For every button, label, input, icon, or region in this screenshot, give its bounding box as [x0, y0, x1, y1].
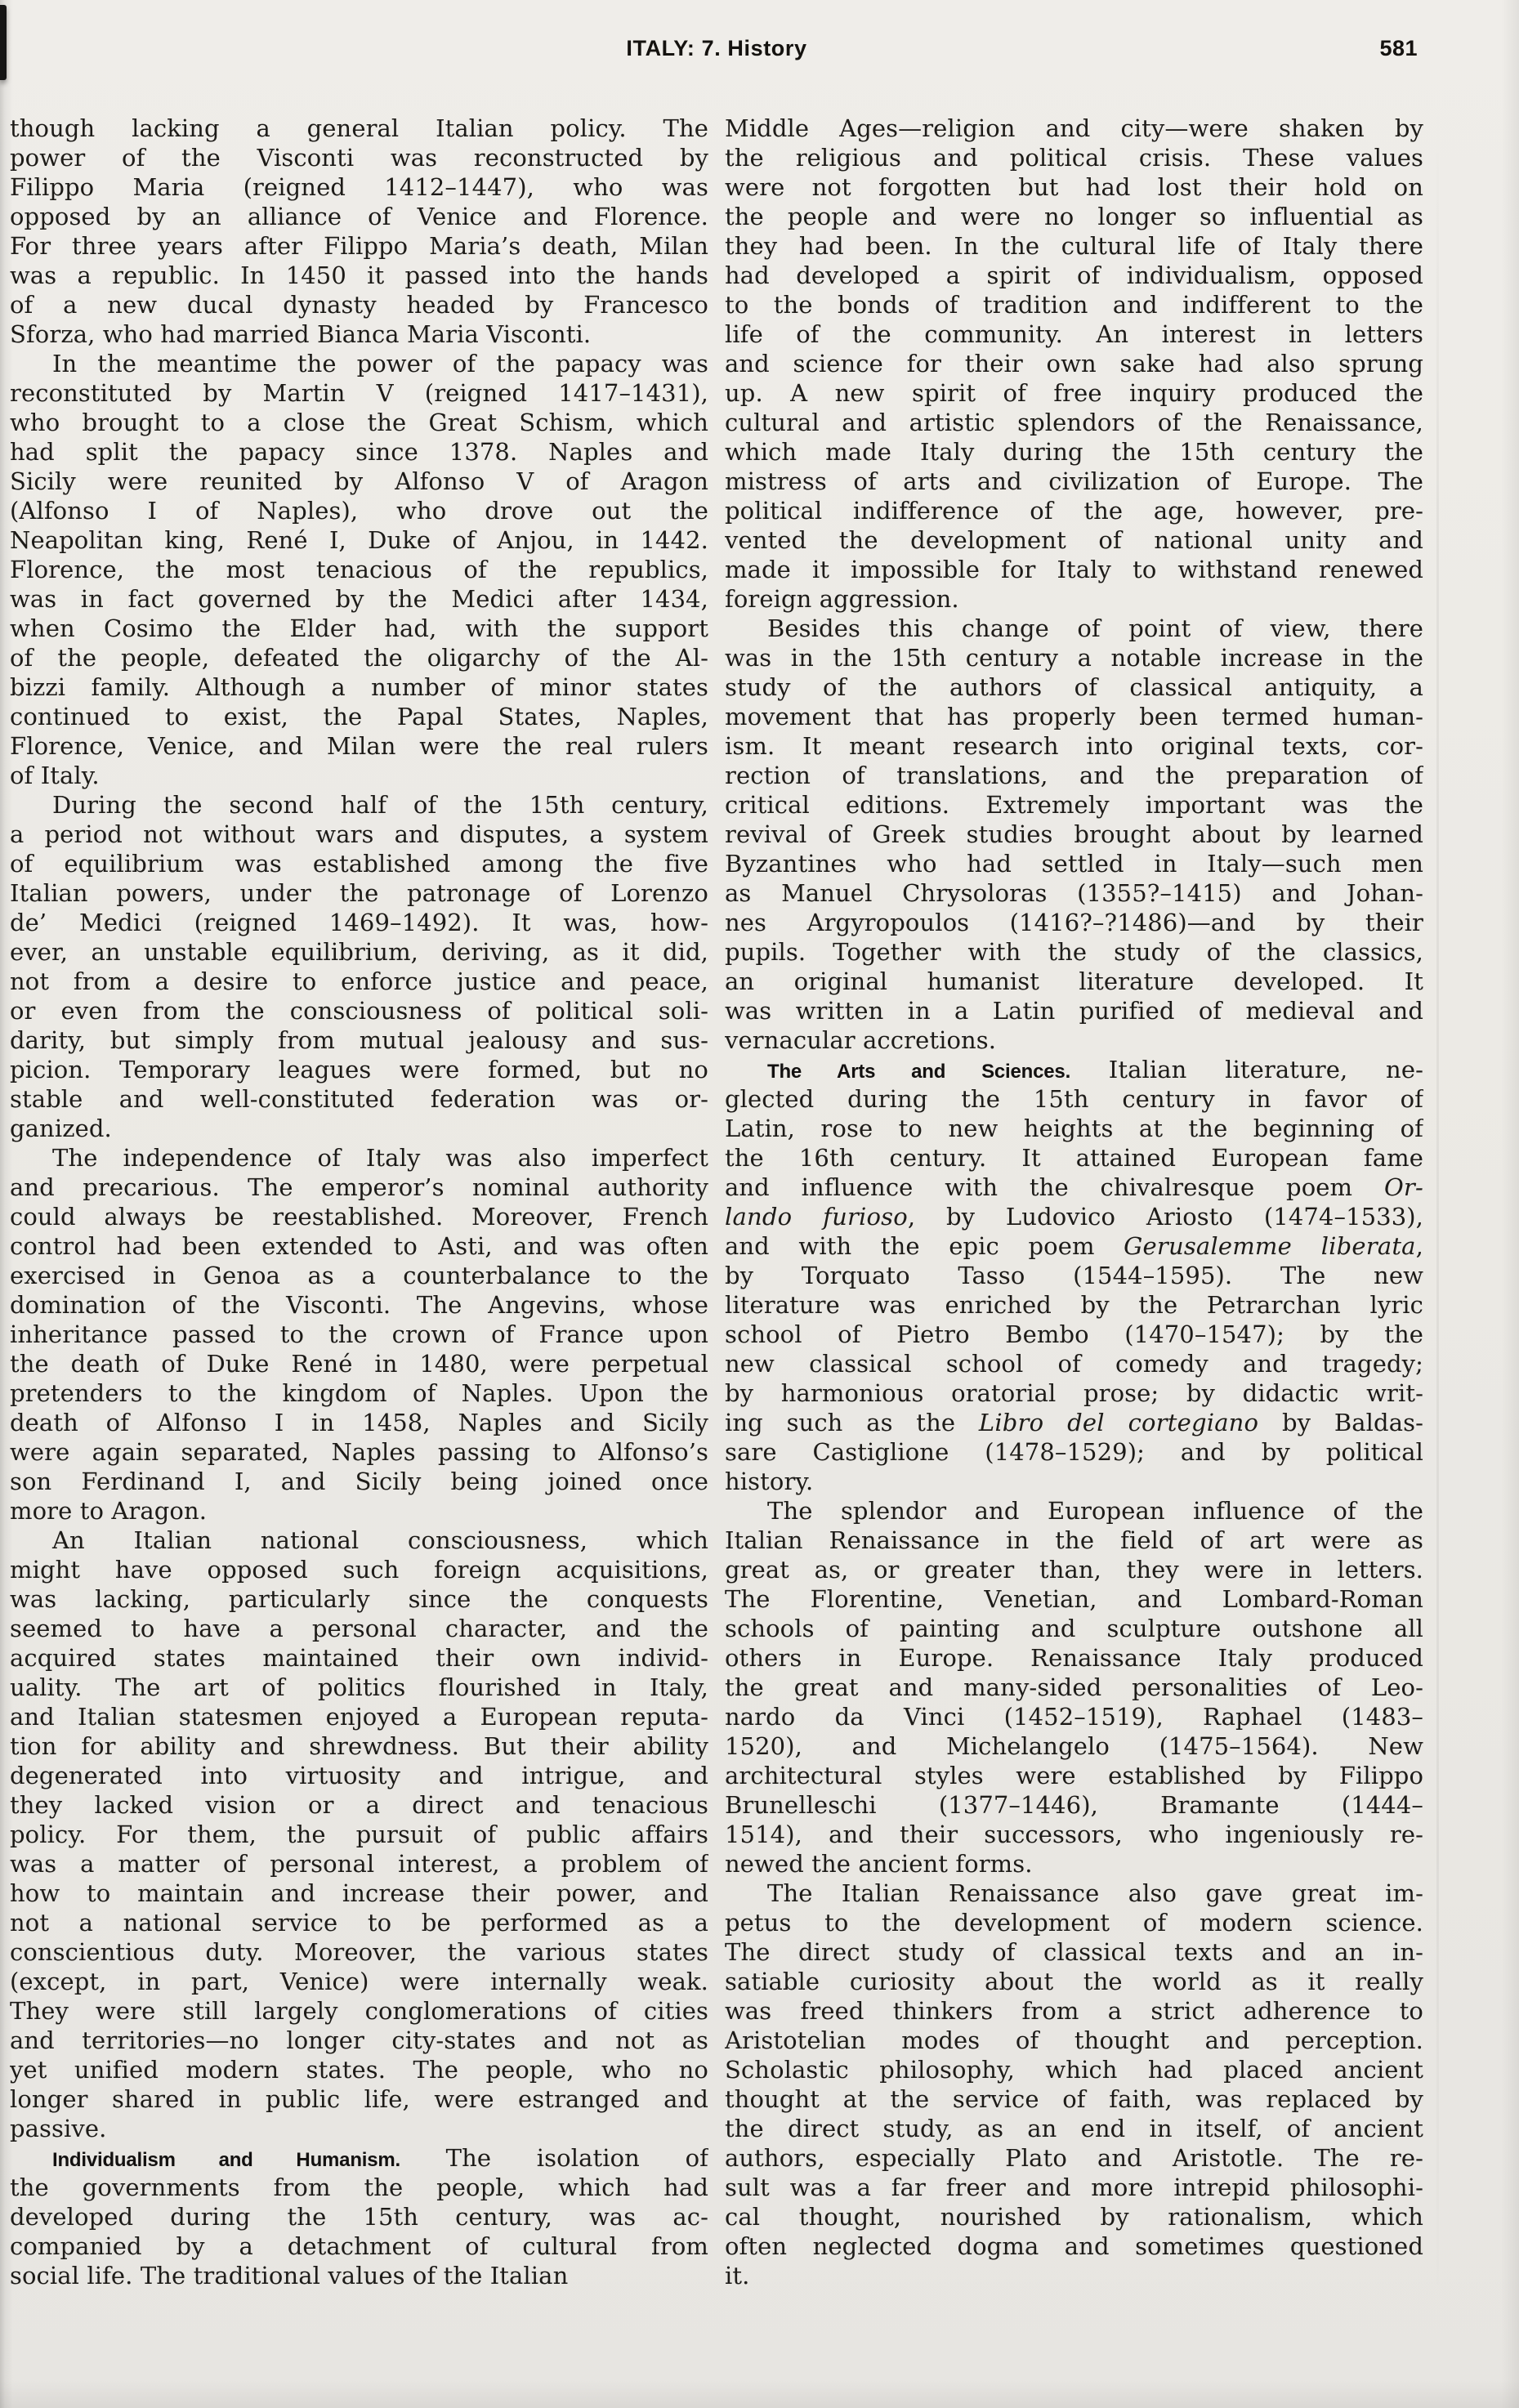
- text-line: could always be reestablished. Moreover, French: [10, 1203, 708, 1231]
- text-line: schools of painting and sculpture outshone all: [725, 1615, 1423, 1642]
- text-line: an original humanist literature developed. It: [725, 967, 1423, 995]
- text-line: ing such as the Libro del cortegiano by Baldas-: [725, 1409, 1423, 1436]
- text-line: often neglected dogma and sometimes questioned: [725, 2232, 1423, 2260]
- text-line: Brunelleschi (1377–1446), Bramante (1444–: [725, 1791, 1423, 1819]
- text-line: Sforza, who had married Bianca Maria Visconti.: [10, 320, 592, 348]
- text-line: glected during the 15th century in favor of: [725, 1085, 1423, 1113]
- text-line: social life. The traditional values of the Italian: [10, 2262, 569, 2290]
- text-line: domination of the Visconti. The Angevins, whose: [10, 1291, 708, 1319]
- text-line: uality. The art of politics flourished in Italy,: [10, 1673, 708, 1701]
- text-line: political indifference of the age, however, pre-: [725, 497, 1423, 525]
- text-line: which made Italy during the 15th century the: [725, 438, 1423, 466]
- text-line: yet unified modern states. The people, who no: [10, 2056, 708, 2084]
- text-line: Latin, rose to new heights at the beginning of: [725, 1115, 1423, 1142]
- text-line: mistress of arts and civilization of Europe. The: [725, 467, 1423, 495]
- text-line: as Manuel Chrysoloras (1355?–1415) and Johan-: [725, 879, 1423, 907]
- text-line: seemed to have a personal character, and the: [10, 1615, 708, 1642]
- text-line: rection of translations, and the preparation of: [725, 762, 1423, 789]
- text-line: when Cosimo the Elder had, with the support: [10, 614, 708, 642]
- text-line: degenerated into virtuosity and intrigue, and: [10, 1762, 708, 1789]
- paragraph: [10, 349, 708, 790]
- text-line: 1514), and their successors, who ingeniously re-: [725, 1821, 1423, 1848]
- text-line: had developed a spirit of individualism, opposed: [725, 261, 1423, 289]
- text-line: sare Castiglione (1478–1529); and by political: [725, 1438, 1423, 1466]
- text-line: lando furioso, by Ludovico Ariosto (1474–1533),: [725, 1203, 1423, 1231]
- text-line: it.: [725, 2262, 750, 2290]
- text-line: and science for their own sake had also sprung: [725, 350, 1423, 378]
- text-line: of the people, defeated the oligarchy of the Al-: [10, 644, 708, 672]
- text-line: Aristotelian modes of thought and perception.: [725, 2026, 1423, 2054]
- text-line: by harmonious oratorial prose; by didactic writ-: [725, 1379, 1423, 1407]
- text-line: the death of Duke René in 1480, were perpetual: [10, 1350, 708, 1378]
- text-line: pretenders to the kingdom of Naples. Upon the: [10, 1379, 708, 1407]
- text-line: exercised in Genoa as a counterbalance to the: [10, 1262, 708, 1289]
- text-line: Italian powers, under the patronage of Lorenzo: [10, 879, 708, 907]
- text-line: a period not without wars and disputes, a system: [10, 820, 708, 848]
- scan-crease: [1436, 98, 1439, 2304]
- text-line: The Arts and Sciences. Italian literature, ne-: [767, 1056, 1423, 1083]
- text-line: continued to exist, the Papal States, Naples,: [10, 703, 708, 730]
- text-line: They were still largely conglomerations of cities: [10, 1997, 708, 2025]
- text-line: bizzi family. Although a number of minor states: [10, 673, 708, 701]
- body-text: [10, 114, 1423, 2290]
- text-line: nardo da Vinci (1452–1519), Raphael (1483–: [725, 1703, 1423, 1731]
- text-line: was freed thinkers from a strict adherence to: [725, 1997, 1423, 2025]
- text-line: the people and were no longer so influential as: [725, 203, 1423, 230]
- paragraph: [725, 1496, 1423, 1879]
- text-line: acquired states maintained their own individ-: [10, 1644, 708, 1672]
- text-line: son Ferdinand I, and Sicily being joined once: [10, 1468, 708, 1495]
- text-line: Scholastic philosophy, which had placed ancient: [725, 2056, 1423, 2084]
- text-line: Florence, Venice, and Milan were the real rulers: [10, 732, 708, 760]
- text-line: literature was enriched by the Petrarchan lyric: [725, 1291, 1423, 1319]
- text-line: was in the 15th century a notable increase in the: [725, 644, 1423, 672]
- text-line: not from a desire to enforce justice and peace,: [10, 967, 708, 995]
- text-line: critical editions. Extremely important was the: [725, 791, 1423, 819]
- text-line: movement that has properly been termed human-: [725, 703, 1423, 730]
- text-line: school of Pietro Bembo (1470–1547); by the: [725, 1320, 1423, 1348]
- text-line: not a national service to be performed as a: [10, 1909, 708, 1937]
- page-number: 581: [1379, 36, 1418, 60]
- text-line: petus to the development of modern science.: [725, 1909, 1423, 1937]
- paragraph: [725, 614, 1423, 1055]
- paragraph: [10, 2143, 708, 2290]
- paragraph: [10, 790, 708, 1143]
- text-line: Florence, the most tenacious of the republics,: [10, 556, 708, 583]
- text-line: study of the authors of classical antiquity, a: [725, 673, 1423, 701]
- text-line: reconstituted by Martin V (reigned 1417–1431),: [10, 379, 708, 407]
- text-line: the 16th century. It attained European fame: [725, 1144, 1423, 1172]
- text-line: the direct study, as an end in itself, of ancient: [725, 2115, 1423, 2142]
- text-line: power of the Visconti was reconstructed by: [10, 144, 708, 172]
- text-line: more to Aragon.: [10, 1497, 208, 1525]
- text-line: of a new ducal dynasty headed by Francesco: [10, 291, 708, 319]
- text-line: to the bonds of tradition and indifferent to the: [725, 291, 1423, 319]
- paragraph: [10, 114, 708, 349]
- text-line: stable and well-constituted federation was or-: [10, 1085, 708, 1113]
- text-line: vernacular accretions.: [725, 1026, 997, 1054]
- paragraph: [725, 1879, 1423, 2290]
- text-line: Sicily were reunited by Alfonso V of Aragon: [10, 467, 708, 495]
- text-line: For three years after Filippo Maria’s death, Milan: [10, 232, 708, 260]
- text-line: had split the papacy since 1378. Naples and: [10, 438, 708, 466]
- text-line: and with the epic poem Gerusalemme liberata,: [725, 1232, 1423, 1260]
- text-line: was written in a Latin purified of medieval and: [725, 997, 1423, 1025]
- text-line: architectural styles were established by Filippo: [725, 1762, 1423, 1789]
- text-line: passive.: [10, 2115, 107, 2142]
- text-line: though lacking a general Italian policy. The: [10, 114, 708, 142]
- text-line: great as, or greater than, they were in letters.: [725, 1556, 1423, 1584]
- text-line: (Alfonso I of Naples), who drove out the: [10, 497, 708, 525]
- text-line: newed the ancient forms.: [725, 1850, 1033, 1878]
- scan-edge-artifact: [0, 5, 7, 80]
- text-line: and territories—no longer city-states and not as: [10, 2026, 708, 2054]
- text-line: life of the community. An interest in letters: [725, 320, 1423, 348]
- text-line: foreign aggression.: [725, 585, 959, 613]
- text-line: Middle Ages—religion and city—were shaken by: [725, 114, 1423, 142]
- text-line: by Torquato Tasso (1544–1595). The new: [725, 1262, 1423, 1289]
- text-line: conscientious duty. Moreover, the various states: [10, 1938, 708, 1966]
- text-line: The independence of Italy was also imperfect: [52, 1144, 708, 1172]
- text-line: thought at the service of faith, was replaced by: [725, 2085, 1423, 2113]
- paragraph: [10, 1526, 708, 2143]
- text-line: longer shared in public life, were estranged and: [10, 2085, 708, 2113]
- text-line: An Italian national consciousness, which: [52, 1526, 708, 1554]
- text-line: and precarious. The emperor’s nominal authority: [10, 1173, 708, 1201]
- text-line: new classical school of comedy and tragedy;: [725, 1350, 1423, 1378]
- text-line: or even from the consciousness of political soli-: [10, 997, 708, 1025]
- paragraph: [725, 1055, 1423, 1496]
- text-line: darity, but simply from mutual jealousy and sus-: [10, 1026, 708, 1054]
- text-line: control had been extended to Asti, and was often: [10, 1232, 708, 1260]
- text-line: picion. Temporary leagues were formed, but no: [10, 1056, 708, 1083]
- text-line: satiable curiosity about the world as it really: [725, 1968, 1423, 1995]
- text-line: cultural and artistic splendors of the Renaissance,: [725, 409, 1423, 436]
- text-line: who brought to a close the Great Schism, which: [10, 409, 708, 436]
- text-line: The splendor and European influence of the: [767, 1497, 1423, 1525]
- running-head-title: ITALY: 7. History: [626, 36, 807, 60]
- text-line: nes Argyropoulos (1416?–?1486)—and by their: [725, 909, 1423, 936]
- text-line: Neapolitan king, René I, Duke of Anjou, in 1442.: [10, 526, 708, 554]
- text-line: they lacked vision or a direct and tenacious: [10, 1791, 708, 1819]
- text-line: the governments from the people, which had: [10, 2173, 708, 2201]
- text-line: opposed by an alliance of Venice and Florence.: [10, 203, 708, 230]
- text-line: Individualism and Humanism. The isolation of: [52, 2144, 708, 2172]
- text-line: The direct study of classical texts and an in-: [725, 1938, 1423, 1966]
- text-line: sult was a far freer and more intrepid philosophi-: [725, 2173, 1423, 2201]
- text-line: inheritance passed to the crown of France upon: [10, 1320, 708, 1348]
- text-line: ism. It meant research into original texts, cor-: [725, 732, 1423, 760]
- text-line: Besides this change of point of view, there: [767, 614, 1423, 642]
- text-line: they had been. In the cultural life of Italy there: [725, 232, 1423, 260]
- text-line: companied by a detachment of cultural from: [10, 2232, 708, 2260]
- text-line: developed during the 15th century, was ac-: [10, 2203, 708, 2231]
- text-line: was lacking, particularly since the conquests: [10, 1585, 708, 1613]
- text-line: The Italian Renaissance also gave great im-: [767, 1879, 1423, 1907]
- text-line: was a republic. In 1450 it passed into the hands: [10, 261, 708, 289]
- text-line: cal thought, nourished by rationalism, which: [725, 2203, 1423, 2231]
- text-line: others in Europe. Renaissance Italy produced: [725, 1644, 1423, 1672]
- text-line: was in fact governed by the Medici after 1434,: [10, 585, 708, 613]
- column-left: [10, 114, 708, 2290]
- text-line: were not forgotten but had lost their hold on: [725, 173, 1423, 201]
- text-line: of Italy.: [10, 762, 100, 789]
- text-line: authors, especially Plato and Aristotle. The re-: [725, 2144, 1423, 2172]
- text-line: de’ Medici (reigned 1469–1492). It was, how-: [10, 909, 708, 936]
- text-line: was a matter of personal interest, a problem of: [10, 1850, 708, 1878]
- text-line: (except, in part, Venice) were internally weak.: [10, 1968, 708, 1995]
- run-in-heading: The Arts and Sciences.: [767, 1061, 1071, 1083]
- text-line: death of Alfonso I in 1458, Naples and Sicily: [10, 1409, 708, 1436]
- text-line: pupils. Together with the study of the classics,: [725, 938, 1423, 966]
- run-in-heading: Individualism and Humanism.: [52, 2149, 400, 2171]
- text-line: how to maintain and increase their power, and: [10, 1879, 708, 1907]
- text-line: history.: [725, 1468, 814, 1495]
- text-line: Italian Renaissance in the field of art were as: [725, 1526, 1423, 1554]
- text-line: and influence with the chivalresque poem Or-: [725, 1173, 1423, 1201]
- text-line: Filippo Maria (reigned 1412–1447), who was: [10, 173, 708, 201]
- text-line: In the meantime the power of the papacy was: [52, 350, 708, 378]
- text-line: and Italian statesmen enjoyed a European reputa-: [10, 1703, 708, 1731]
- text-line: The Florentine, Venetian, and Lombard-Roman: [725, 1585, 1423, 1613]
- text-line: the great and many-sided personalities of Leo-: [725, 1673, 1423, 1701]
- text-line: the religious and political crisis. These values: [725, 144, 1423, 172]
- paragraph: [10, 1143, 708, 1526]
- text-line: of equilibrium was established among the five: [10, 850, 708, 878]
- text-line: During the second half of the 15th century,: [52, 791, 708, 819]
- text-line: Byzantines who had settled in Italy—such men: [725, 850, 1423, 878]
- text-line: tion for ability and shrewdness. But their ability: [10, 1732, 708, 1760]
- text-line: might have opposed such foreign acquisitions,: [10, 1556, 708, 1584]
- text-line: made it impossible for Italy to withstand renewed: [725, 556, 1423, 583]
- text-line: policy. For them, the pursuit of public affairs: [10, 1821, 708, 1848]
- text-line: 1520), and Michelangelo (1475–1564). New: [725, 1732, 1423, 1760]
- column-right: [725, 114, 1423, 2290]
- text-line: ganized.: [10, 1115, 112, 1142]
- text-line: up. A new spirit of free inquiry produced the: [725, 379, 1423, 407]
- text-line: ever, an unstable equilibrium, deriving, as it did,: [10, 938, 708, 966]
- text-line: revival of Greek studies brought about by learned: [725, 820, 1423, 848]
- text-line: were again separated, Naples passing to Alfonso’s: [10, 1438, 708, 1466]
- text-line: vented the development of national unity and: [725, 526, 1423, 554]
- paragraph: [725, 114, 1423, 614]
